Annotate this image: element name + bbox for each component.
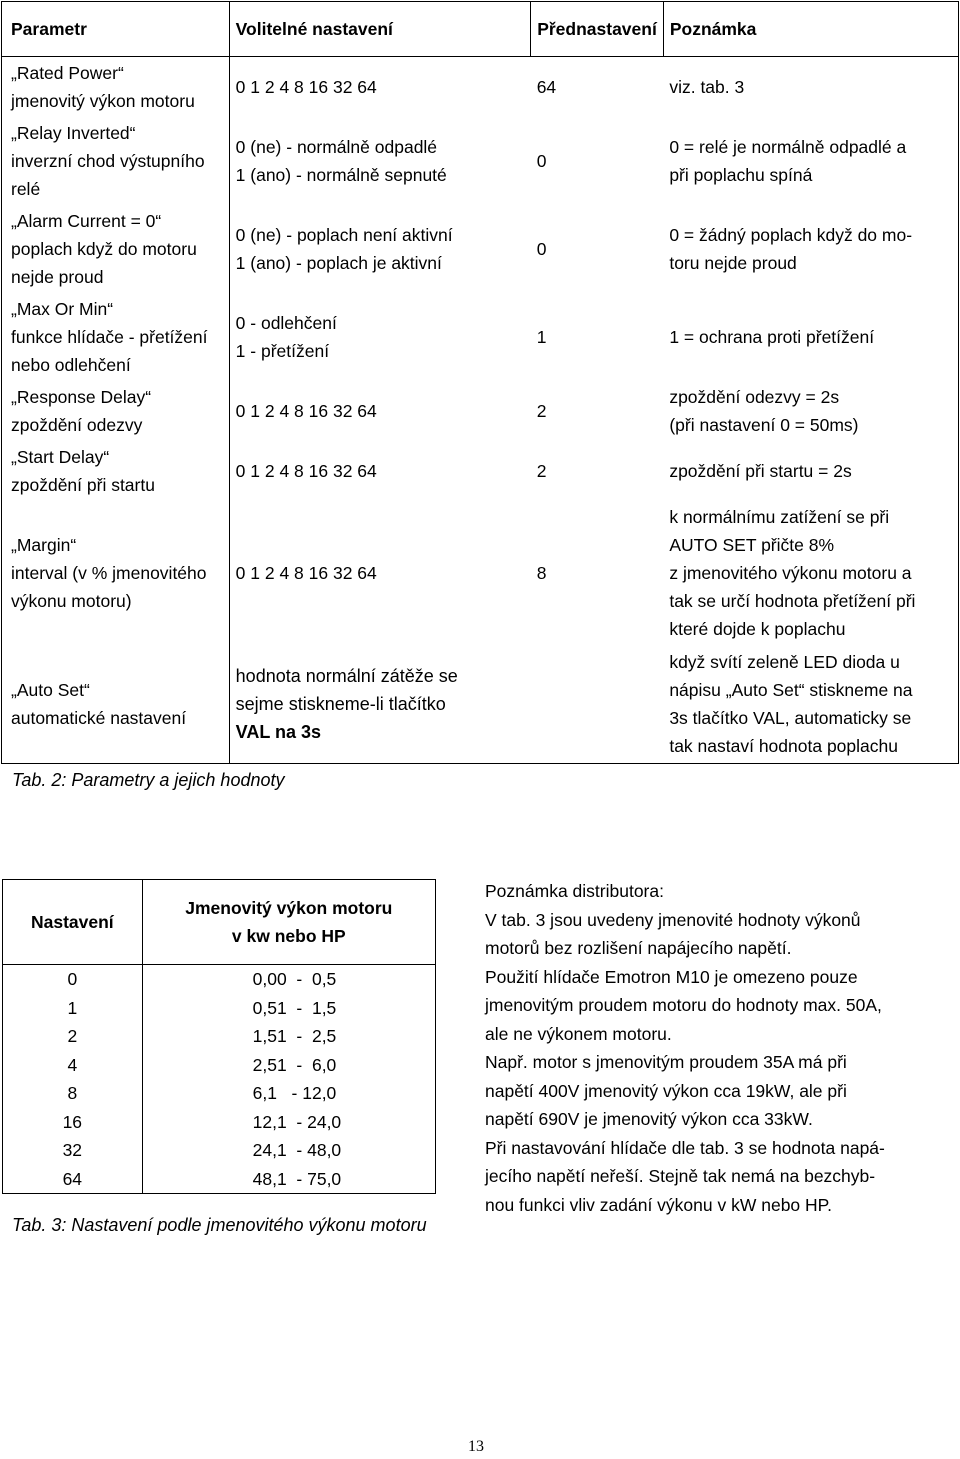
note-cell-line: k normálnímu zatížení se při bbox=[669, 507, 890, 527]
power-range-cell: 2,51 - 6,0 bbox=[142, 1051, 435, 1080]
table3-caption: Tab. 3: Nastavení podle jmenovitého výkonu motoru bbox=[12, 1215, 427, 1235]
setting-cell: 64 bbox=[3, 1165, 143, 1194]
param-cell bbox=[2, 205, 230, 293]
table-row bbox=[2, 117, 959, 205]
note-cell-line: při poplachu spíná bbox=[669, 165, 813, 185]
options-cell bbox=[229, 293, 531, 381]
table-row bbox=[2, 501, 959, 645]
options-cell-line: 0 1 2 4 8 16 32 64 bbox=[235, 563, 377, 583]
note-cell-line: tak se určí hodnota přetížení při bbox=[669, 591, 916, 611]
header-vykon-line2: v kw nebo HP bbox=[231, 926, 346, 946]
power-range-cell: 12,1 - 24,0 bbox=[142, 1108, 435, 1137]
parameters-table bbox=[1, 1, 959, 764]
table-row bbox=[2, 293, 959, 381]
note-cell-line: které dojde k poplachu bbox=[669, 619, 846, 639]
header-nastaveni: Nastavení bbox=[3, 880, 143, 965]
table-row bbox=[2, 205, 959, 293]
options-cell-line: 0 1 2 4 8 16 32 64 bbox=[235, 77, 377, 97]
table-row bbox=[3, 994, 436, 1023]
header-prednastaveni: Přednastavení bbox=[531, 2, 664, 57]
param-cell-line: relé bbox=[11, 179, 41, 199]
options-cell bbox=[229, 441, 531, 501]
note-line: V tab. 3 jsou uvedeny jmenovité hodnoty výkonů bbox=[485, 909, 861, 930]
param-cell bbox=[2, 57, 230, 118]
options-cell-line: hodnota normální zátěže se bbox=[235, 665, 458, 686]
options-cell-line: 1 (ano) - poplach je aktivní bbox=[235, 253, 442, 273]
default-cell: 2 bbox=[536, 401, 547, 421]
note-cell-line: z jmenovitého výkonu motoru a bbox=[669, 563, 912, 583]
header-volitelne: Volitelné nastavení bbox=[229, 2, 531, 57]
table-header-row bbox=[2, 2, 959, 57]
note-cell-line: (při nastavení 0 = 50ms) bbox=[669, 415, 859, 435]
options-cell bbox=[229, 381, 531, 441]
param-cell-line: interval (v % jmenovitého bbox=[11, 563, 207, 583]
note-cell bbox=[663, 441, 958, 501]
param-cell-line: „Auto Set“ bbox=[11, 679, 90, 700]
options-cell-line: 0 - odlehčení bbox=[235, 313, 337, 333]
options-cell bbox=[229, 57, 531, 118]
param-cell-line: zpoždění odezvy bbox=[11, 415, 143, 435]
power-range-cell: 6,1 - 12,0 bbox=[142, 1079, 435, 1108]
options-cell bbox=[229, 205, 531, 293]
param-cell-line: „Relay Inverted“ bbox=[11, 123, 136, 143]
param-cell bbox=[2, 293, 230, 381]
header-poznamka: Poznámka bbox=[663, 2, 958, 57]
note-line: nou funkci vliv zadání výkonu v kW nebo HP. bbox=[485, 1194, 832, 1215]
param-cell-line: nejde proud bbox=[11, 267, 104, 287]
setting-cell: 4 bbox=[3, 1051, 143, 1080]
param-cell bbox=[2, 117, 230, 205]
note-line: Použití hlídače Emotron M10 je omezeno pouze bbox=[485, 966, 858, 987]
note-line: jecího napětí neřeší. Stejně tak nemá na bezchyb- bbox=[485, 1166, 876, 1186]
header-parametr: Parametr bbox=[2, 2, 230, 57]
note-line: Poznámka distributora: bbox=[485, 881, 664, 901]
table-row bbox=[3, 1022, 436, 1051]
note-cell-line: 0 = relé je normálně odpadlé a bbox=[669, 137, 907, 157]
page-number: 13 bbox=[468, 1438, 484, 1455]
default-cell: 8 bbox=[536, 563, 547, 583]
note-line: napětí 690V je jmenovitý výkon cca 33kW. bbox=[485, 1109, 813, 1129]
note-line: ale ne výkonem motoru. bbox=[485, 1023, 672, 1044]
note-line: Např. motor s jmenovitým proudem 35A má při bbox=[485, 1052, 847, 1072]
note-cell-line: AUTO SET přičte 8% bbox=[669, 535, 835, 555]
options-cell-line: 0 (ne) - normálně odpadlé bbox=[235, 137, 438, 157]
note-cell-line: 1 = ochrana proti přetížení bbox=[669, 327, 875, 347]
note-cell bbox=[663, 501, 958, 645]
options-cell bbox=[229, 501, 531, 645]
table-row bbox=[3, 1108, 436, 1137]
power-table bbox=[2, 879, 436, 1194]
param-cell-line: „Alarm Current = 0“ bbox=[11, 211, 162, 231]
note-cell-line: zpoždění odezvy = 2s bbox=[669, 387, 840, 407]
note-cell-line: zpoždění při startu = 2s bbox=[669, 461, 852, 481]
param-cell-line: inverzní chod výstupního bbox=[11, 151, 205, 171]
table-row bbox=[3, 1051, 436, 1080]
param-cell bbox=[2, 501, 230, 645]
note-cell bbox=[663, 645, 958, 763]
setting-cell: 2 bbox=[3, 1022, 143, 1051]
options-cell bbox=[229, 645, 531, 763]
default-cell: 2 bbox=[536, 461, 547, 481]
param-cell-line: zpoždění při startu bbox=[11, 475, 155, 495]
default-cell bbox=[531, 645, 664, 763]
table-row bbox=[3, 1079, 436, 1108]
note-cell-line: viz. tab. 3 bbox=[669, 77, 745, 97]
options-cell-line: sejme stiskneme-li tlačítko bbox=[235, 693, 446, 714]
default-cell: 64 bbox=[536, 77, 557, 97]
table-row bbox=[3, 1136, 436, 1165]
param-cell-line: „Max Or Min“ bbox=[11, 299, 114, 319]
default-cell: 1 bbox=[536, 327, 547, 347]
param-cell-line: poplach když do motoru bbox=[11, 239, 197, 259]
note-cell bbox=[663, 205, 958, 293]
default-cell: 0 bbox=[536, 151, 547, 171]
note-cell bbox=[663, 57, 958, 118]
note-cell-line: nápisu „Auto Set“ stiskneme na bbox=[669, 679, 913, 700]
options-cell-line: VAL na 3s bbox=[235, 721, 322, 742]
param-cell-line: „Response Delay“ bbox=[11, 387, 152, 407]
param-cell-line: „Start Delay“ bbox=[11, 447, 110, 467]
table-row bbox=[2, 645, 959, 763]
note-line: jmenovitým proudem motoru do hodnoty max. 50A, bbox=[485, 995, 882, 1015]
param-cell bbox=[2, 645, 230, 763]
options-cell-line: 0 1 2 4 8 16 32 64 bbox=[235, 461, 377, 481]
power-range-cell: 1,51 - 2,5 bbox=[142, 1022, 435, 1051]
note-cell-line: tak nastaví hodnota poplachu bbox=[669, 735, 898, 756]
param-cell-line: výkonu motoru) bbox=[11, 591, 132, 611]
header-vykon bbox=[142, 880, 435, 965]
options-cell-line: 1 (ano) - normálně sepnuté bbox=[235, 165, 447, 185]
options-cell-line: 0 (ne) - poplach není aktivní bbox=[235, 225, 453, 245]
power-range-cell: 48,1 - 75,0 bbox=[142, 1165, 435, 1194]
note-line: motorů bez rozlišení napájecího napětí. bbox=[485, 938, 792, 958]
setting-cell: 0 bbox=[3, 965, 143, 994]
param-cell-line: funkce hlídače - přetížení bbox=[11, 327, 208, 347]
param-cell-line: „Rated Power“ bbox=[11, 63, 124, 83]
note-cell-line: když svítí zeleně LED dioda u bbox=[669, 651, 900, 672]
setting-cell: 32 bbox=[3, 1136, 143, 1165]
param-cell bbox=[2, 441, 230, 501]
param-cell-line: „Margin“ bbox=[11, 535, 77, 555]
options-cell-line: 1 - přetížení bbox=[235, 341, 330, 361]
note-cell bbox=[663, 381, 958, 441]
note-line: napětí 400V jmenovitý výkon cca 19kW, ale při bbox=[485, 1080, 847, 1101]
table-row bbox=[2, 57, 959, 118]
distributor-note bbox=[485, 877, 925, 1219]
note-cell-line: toru nejde proud bbox=[669, 253, 797, 273]
options-cell-line: 0 1 2 4 8 16 32 64 bbox=[235, 401, 377, 421]
setting-cell: 16 bbox=[3, 1108, 143, 1137]
table-header-row bbox=[3, 880, 436, 965]
power-range-cell: 24,1 - 48,0 bbox=[142, 1136, 435, 1165]
table2-caption: Tab. 2: Parametry a jejich hodnoty bbox=[12, 770, 285, 790]
default-cell: 0 bbox=[536, 239, 547, 259]
param-cell-line: jmenovitý výkon motoru bbox=[11, 91, 195, 111]
note-cell bbox=[663, 293, 958, 381]
note-line: Při nastavování hlídače dle tab. 3 se hodnota napá- bbox=[485, 1137, 885, 1158]
param-cell-line: nebo odlehčení bbox=[11, 355, 131, 375]
table-row bbox=[2, 381, 959, 441]
note-cell bbox=[663, 117, 958, 205]
param-cell bbox=[2, 381, 230, 441]
table-row bbox=[3, 965, 436, 994]
setting-cell: 1 bbox=[3, 994, 143, 1023]
options-cell bbox=[229, 117, 531, 205]
param-cell-line: automatické nastavení bbox=[11, 707, 187, 728]
note-cell-line: 0 = žádný poplach když do mo- bbox=[669, 225, 913, 245]
note-cell-line: 3s tlačítko VAL, automaticky se bbox=[669, 707, 912, 728]
setting-cell: 8 bbox=[3, 1079, 143, 1108]
table-row bbox=[2, 441, 959, 501]
table-row bbox=[3, 1165, 436, 1194]
power-range-cell: 0,00 - 0,5 bbox=[142, 965, 435, 994]
header-vykon-line1: Jmenovitý výkon motoru bbox=[185, 898, 393, 918]
power-range-cell: 0,51 - 1,5 bbox=[142, 994, 435, 1023]
